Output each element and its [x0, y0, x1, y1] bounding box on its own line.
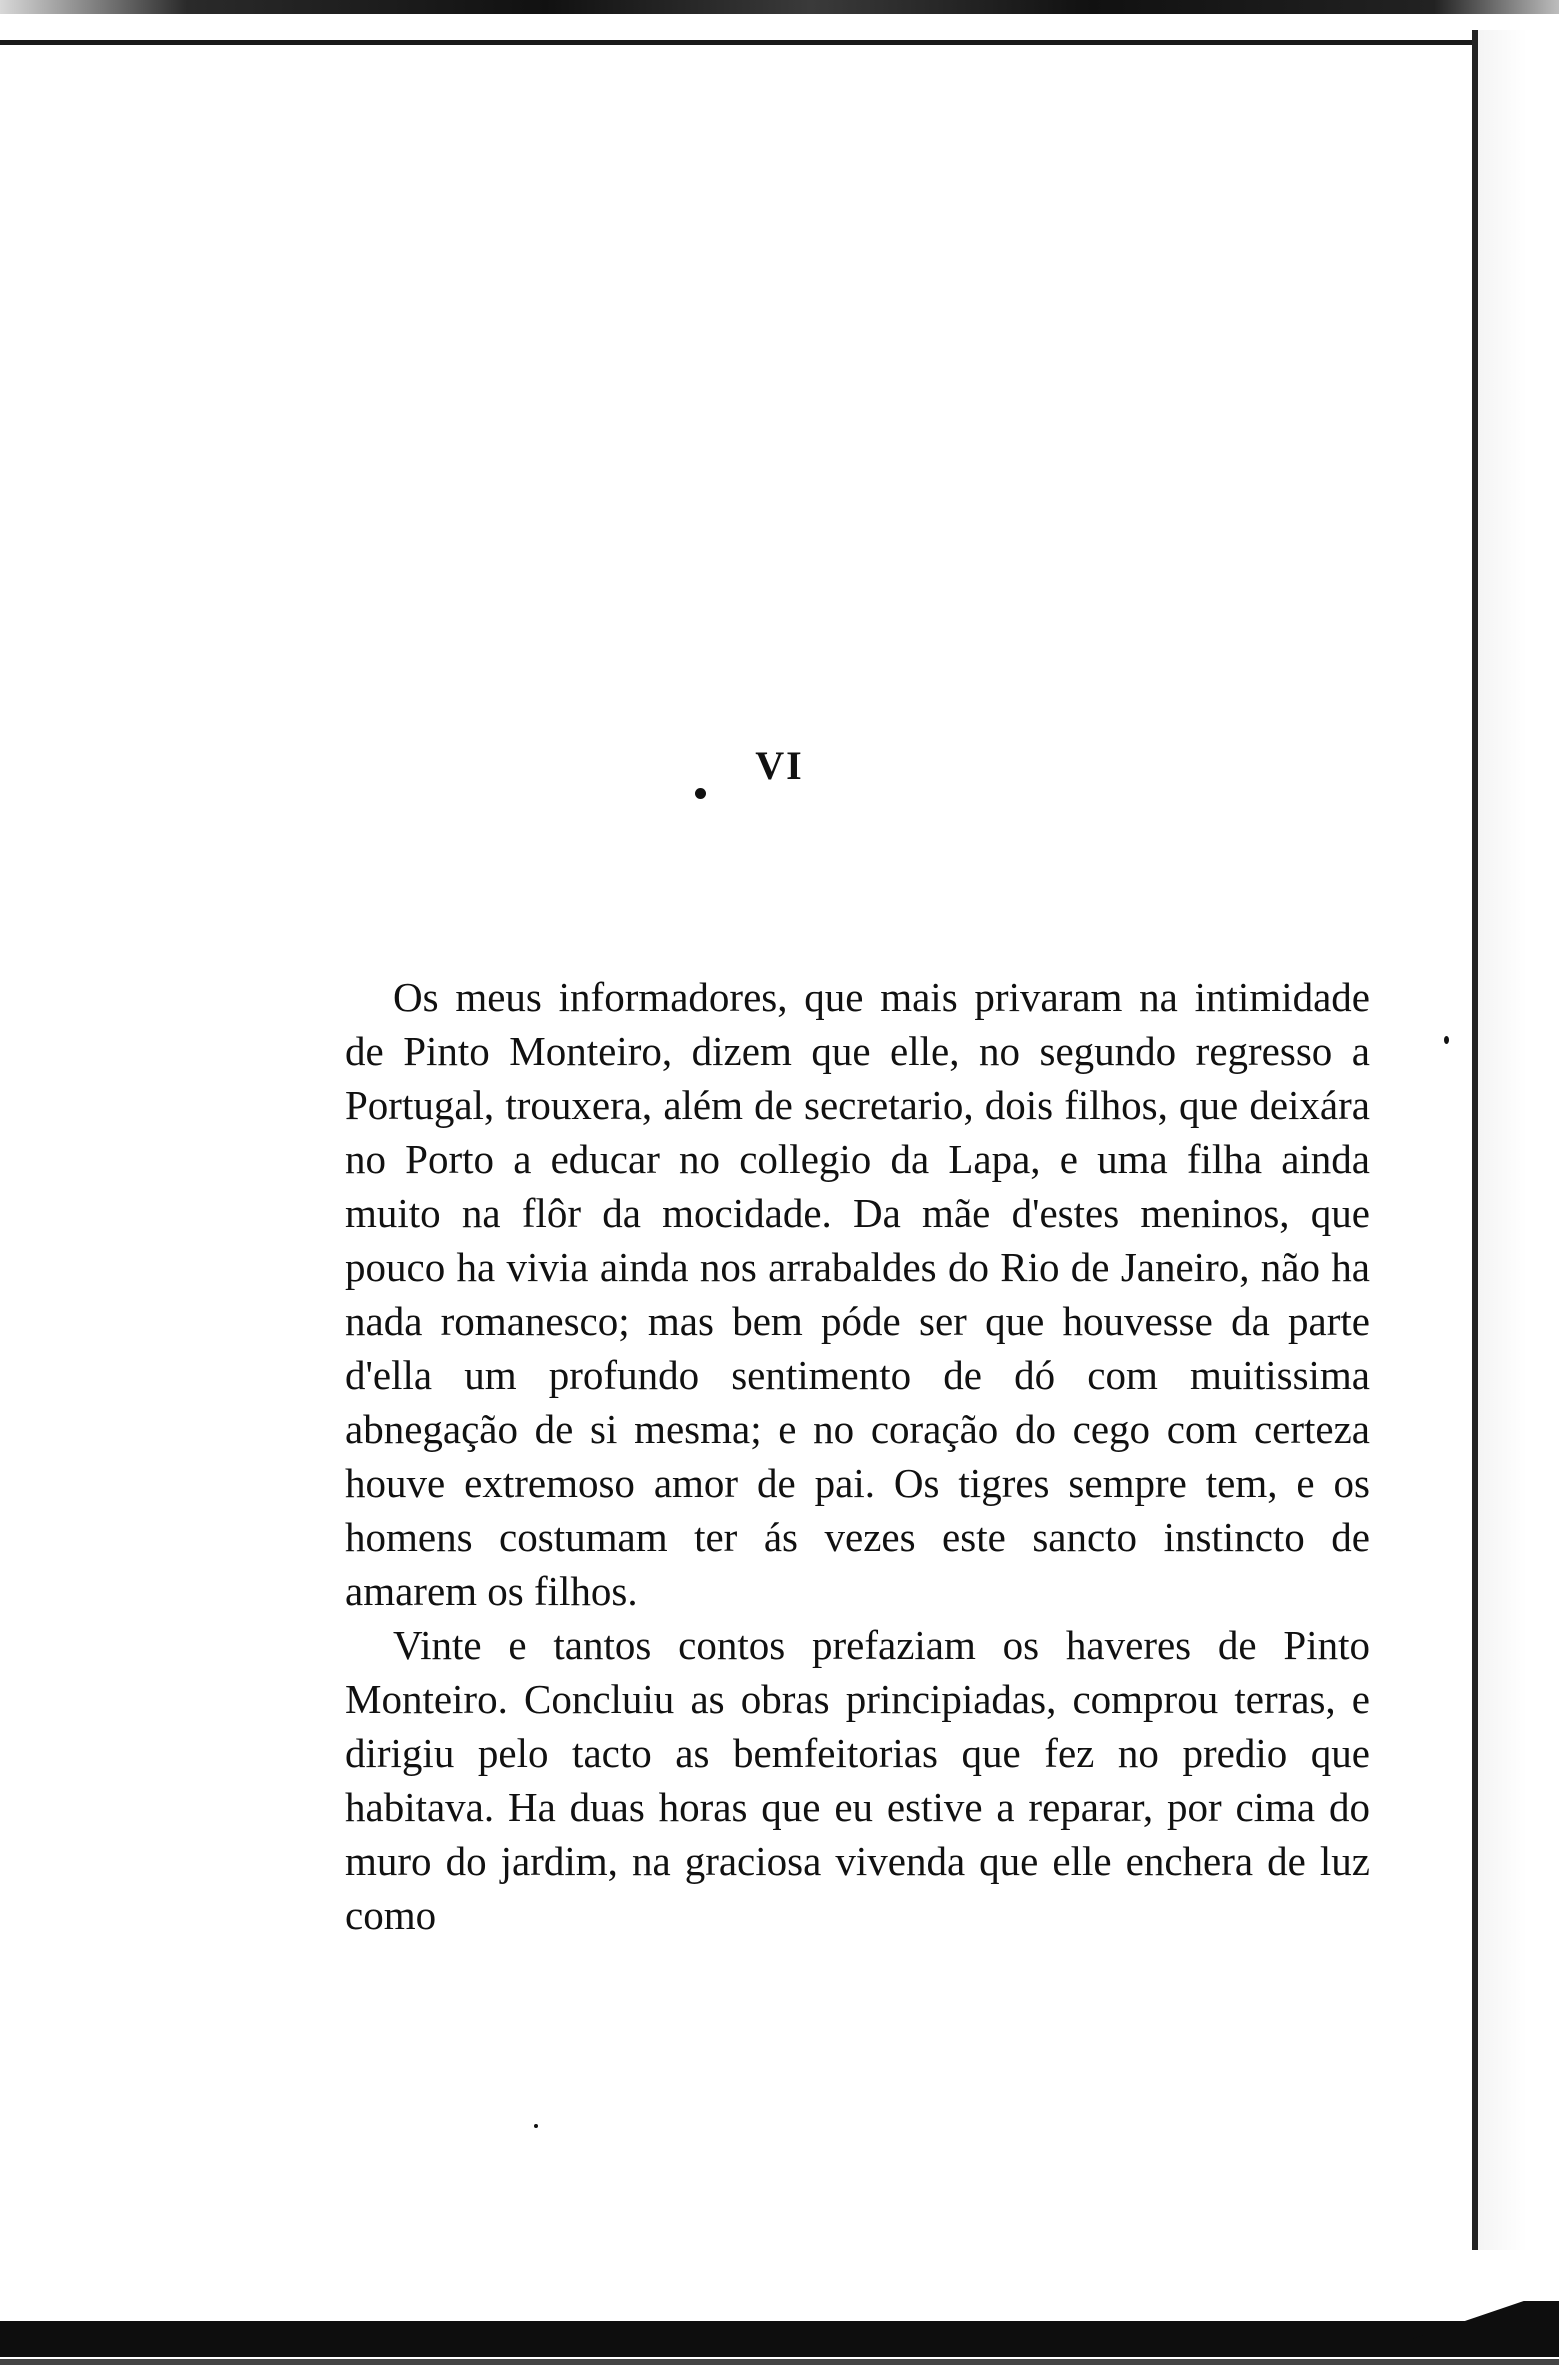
- scan-right-shade: [1478, 30, 1559, 2250]
- ink-speck: [695, 788, 706, 799]
- scan-bottom-line: [0, 2359, 1559, 2365]
- scan-top-band: [0, 0, 1559, 14]
- scan-bottom-border: [0, 2301, 1559, 2371]
- paragraph-1: Os meus informadores, que mais privaram na intimidade de Pinto Monteiro, dizem que elle, no segundo regresso a Portugal, trouxera, além de secretario, dois filhos, que deixára no Porto a educar no collegio da Lapa, e uma filha ainda muito na flôr da mocidade. Da mãe d'estes meninos, que pouco ha vivia ainda nos arrabaldes do Rio de Janeiro, não ha nada romanesco; mas bem póde ser que houvesse da parte d'ella um profundo sentimento de dó com muitissima abnegação de si mesma; e no coração do cego com certeza houve extremoso amor de pai. Os tigres sempre tem, e os homens costumam ter ás vezes este sancto instincto de amarem os filhos.: [345, 974, 1370, 1614]
- paragraph-2: Vinte e tantos contos prefaziam os haveres de Pinto Monteiro. Concluiu as obras principiadas, comprou terras, e dirigiu pelo tacto as bemfeitorias que fez no predio que habitava. Ha duas horas que eu estive a reparar, por cima do muro do jardim, na graciosa vivenda que elle enchera de luz como: [345, 1622, 1370, 1938]
- scan-top-border: [0, 0, 1559, 48]
- chapter-heading: VI: [755, 742, 804, 788]
- body-text: [345, 970, 1370, 1942]
- scan-bottom-bar: [0, 2321, 1559, 2357]
- scan-right-border: [1464, 30, 1559, 2250]
- ink-speck: [534, 2124, 538, 2128]
- ink-speck: [1444, 1036, 1449, 1044]
- scan-top-line: [0, 40, 1510, 45]
